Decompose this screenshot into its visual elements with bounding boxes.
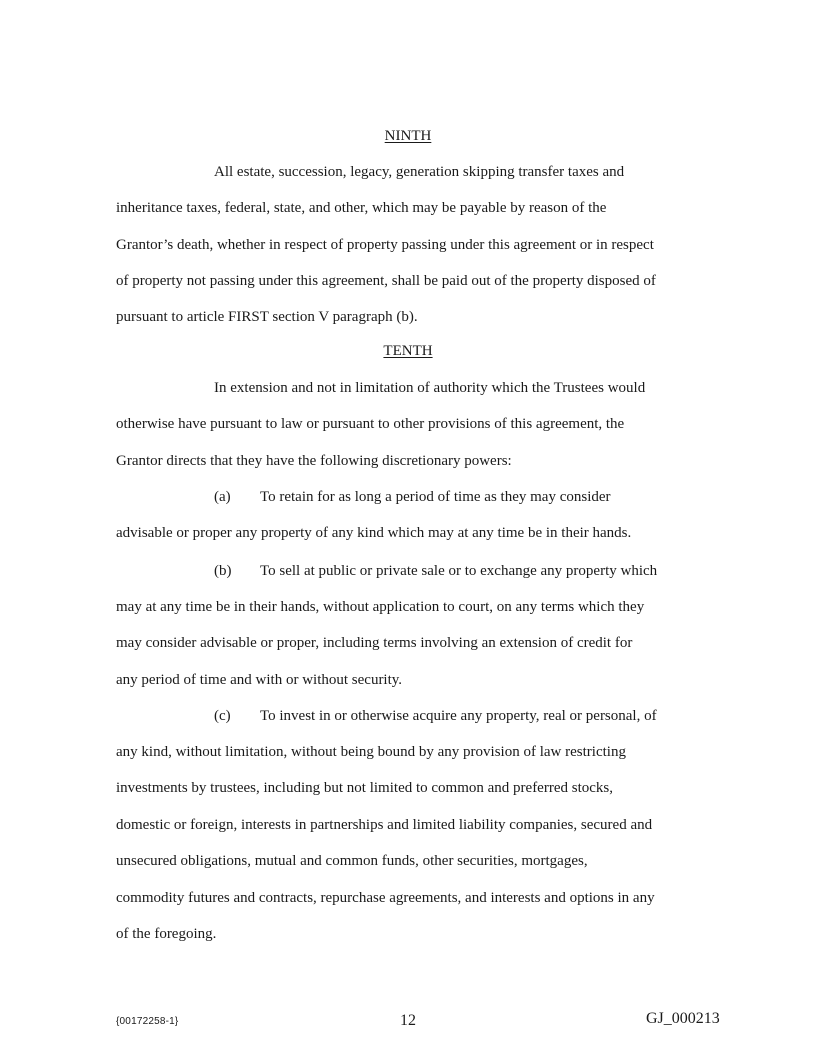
page-number: 12 [400,1012,416,1029]
paragraph-b-line-3: may consider advisable or proper, including terms involving an extension of credit for [116,635,633,651]
bates-number: GJ_000213 [646,1010,720,1027]
paragraph-c-line-2: any kind, without limitation, without being bound by any provision of law restricting [116,744,626,760]
paragraph-b-line-2: may at any time be in their hands, without application to court, on any terms which they [116,599,645,615]
paragraph-c-line-1: To invest in or otherwise acquire any property, real or personal, of [260,708,657,724]
document-id: {00172258-1} [116,1016,179,1027]
paragraph-c-line-5: unsecured obligations, mutual and common funds, other securities, mortgages, [116,853,588,869]
paragraph-b-line-4: any period of time and with or without security. [116,672,403,688]
paragraph-a-label: (a) [214,489,231,505]
tenth-intro-line-2: otherwise have pursuant to law or pursuant to other provisions of this agreement, the [116,416,625,432]
paragraph-c-line-3: investments by trustees, including but not limited to common and preferred stocks, [116,780,613,796]
paragraph-a-line-2: advisable or proper any property of any kind which may at any time be in their hands. [116,525,632,541]
paragraph-c-line-6: commodity futures and contracts, repurchase agreements, and interests and options in any [116,890,655,906]
tenth-intro-line-1: In extension and not in limitation of authority which the Trustees would [214,380,646,396]
ninth-line-3: Grantor’s death, whether in respect of property passing under this agreement or in respect [116,237,654,253]
section-heading-tenth: TENTH [383,343,433,359]
section-heading-ninth: NINTH [384,128,432,144]
paragraph-c-line-4: domestic or foreign, interests in partnerships and limited liability companies, secured and [116,817,653,833]
paragraph-b-label: (b) [214,563,232,579]
paragraph-a-line-1: To retain for as long a period of time as they may consider [260,489,611,505]
ninth-line-5: pursuant to article FIRST section V paragraph (b). [116,309,418,325]
paragraph-c-line-7: of the foregoing. [116,926,217,942]
paragraph-b-line-1: To sell at public or private sale or to exchange any property which [260,563,658,579]
paragraph-c-label: (c) [214,708,231,724]
ninth-line-4: of property not passing under this agreement, shall be paid out of the property disposed of [116,273,656,289]
ninth-line-1: All estate, succession, legacy, generation skipping transfer taxes and [214,164,625,180]
ninth-line-2: inheritance taxes, federal, state, and other, which may be payable by reason of the [116,200,607,216]
tenth-intro-line-3: Grantor directs that they have the following discretionary powers: [116,453,512,469]
